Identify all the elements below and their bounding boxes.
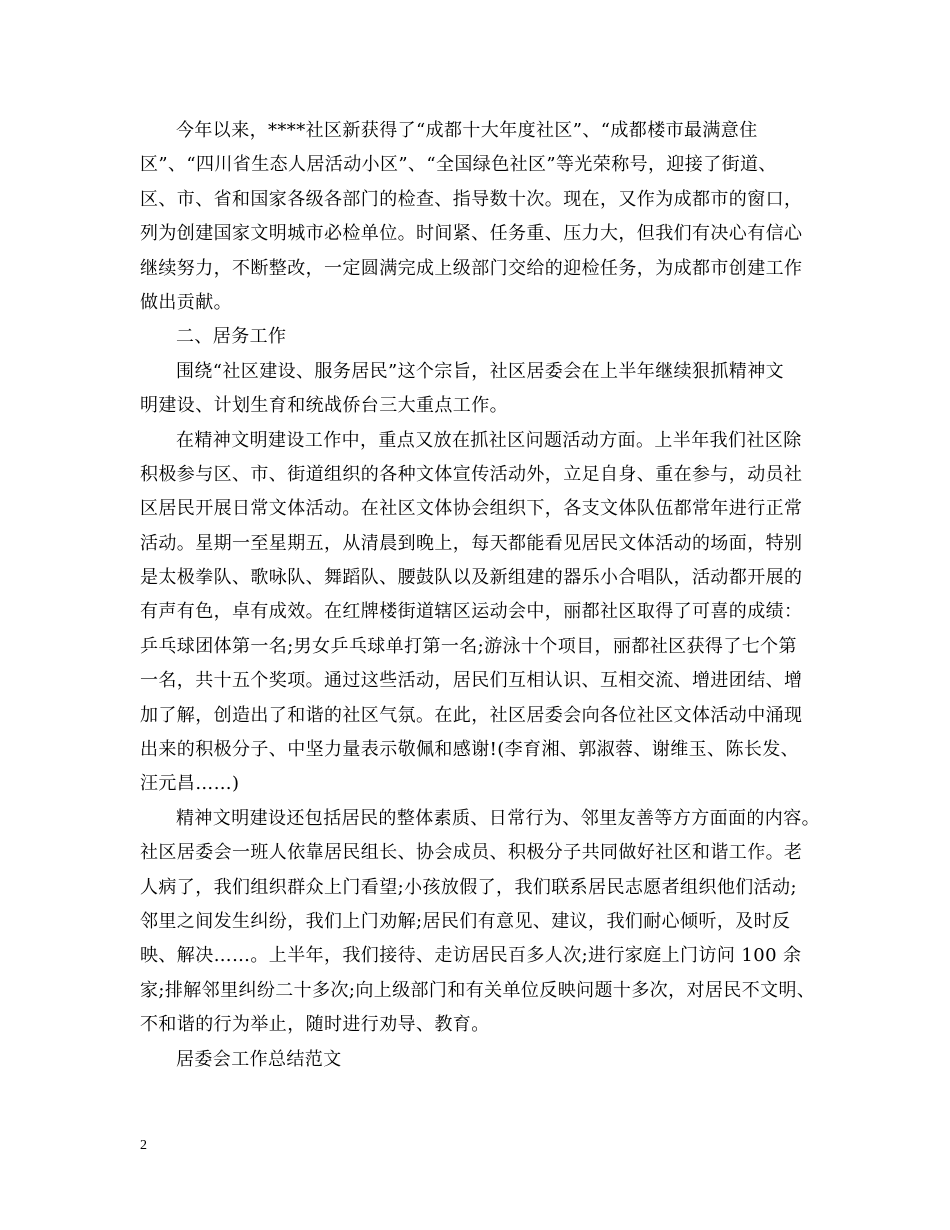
text-line: 不和谐的行为举止，随时进行劝导、教育。 (140, 1014, 490, 1036)
text-line: 社区居委会一班人依靠居民组长、协会成员、积极分子共同做好社区和谐工作。老 (140, 842, 803, 864)
text-line: 今年以来，****社区新获得了“成都十大年度社区”、“成都楼市最满意住 (176, 120, 758, 141)
text-line: 列为创建国家文明城市必检单位。时间紧、任务重、压力大，但我们有决心有信心 (140, 223, 803, 245)
text-line: 继续努力，不断整改，一定圆满完成上级部门交给的迎检任务，为成都市创建工作 (140, 257, 803, 279)
paragraph-honors (140, 114, 830, 320)
text-line: 出来的积极分子、中坚力量表示敬佩和感谢!(李育湘、郭淑蓉、谢维玉、陈长发、 (140, 739, 800, 761)
text-line: 乒乓球团体第一名;男女乒乓球单打第一名;游泳十个项目，丽都社区获得了七个第 (140, 635, 797, 657)
section-heading (140, 320, 830, 354)
text-line: 精神文明建设还包括居民的整体素质、日常行为、邻里友善等方方面面的内容。 (176, 807, 820, 829)
text-line: 明建设、计划生育和统战侨台三大重点工作。 (140, 395, 508, 417)
text-line: 加了解，创造出了和谐的社区气氛。在此，社区居委会向各位社区文体活动中涌现 (140, 704, 803, 726)
text-line: 区”、“四川省生态人居活动小区”、“全国绿色社区”等光荣称号，迎接了街道、 (140, 154, 777, 176)
paragraph-purpose (140, 355, 830, 424)
paragraph-neighborhood-harmony (140, 802, 830, 1043)
closing-title (140, 1043, 830, 1077)
page-number: 2 (140, 1138, 147, 1153)
text-line: 汪元昌……) (140, 773, 240, 795)
text-line: 区、市、省和国家各级各部门的检查、指导数十次。现在，又作为成都市的窗口， (140, 188, 803, 210)
text-line: 居委会工作总结范文 (176, 1048, 342, 1070)
text-line: 是太极拳队、歌咏队、舞蹈队、腰鼓队以及新组建的器乐小合唱队，活动都开展的 (140, 567, 803, 589)
text-line: 活动。星期一至星期五，从清晨到晚上，每天都能看见居民文体活动的场面，特别 (140, 532, 803, 554)
text-line: 在精神文明建设工作中，重点又放在抓社区问题活动方面。上半年我们社区除 (176, 429, 802, 451)
text-line: 邻里之间发生纠纷，我们上门劝解;居民们有意见、建议，我们耐心倾听，及时反 (140, 910, 791, 932)
text-line: 有声有色，卓有成效。在红牌楼街道辖区运动会中，丽都社区取得了可喜的成绩： (140, 601, 803, 623)
text-line: 积极参与区、市、街道组织的各种文体宣传活动外，立足自身、重在参与，动员社 (140, 463, 803, 485)
section-title: 二、居务工作 (176, 326, 287, 348)
text-line: 一名，共十五个奖项。通过这些活动，居民们互相认识、互相交流、增进团结、增 (140, 670, 803, 692)
text-line: 家;排解邻里纠纷二十多次;向上级部门和有关单位反映问题十多次，对居民不文明、 (140, 979, 816, 1001)
text-line: 围绕“社区建设、服务居民”这个宗旨，社区居委会在上半年继续狠抓精神文 (176, 360, 785, 382)
text-line: 区居民开展日常文体活动。在社区文体协会组织下，各支文体队伍都常年进行正常 (140, 498, 803, 520)
text-line: 做出贡献。 (140, 291, 232, 313)
paragraph-cultural-activities (140, 424, 830, 802)
document-page (140, 114, 830, 1077)
text-line: 人病了，我们组织群众上门看望;小孩放假了，我们联系居民志愿者组织他们活动; (140, 876, 797, 898)
text-line: 映、解决……。上半年，我们接待、走访居民百多人次;进行家庭上门访问 100 余 (140, 945, 802, 967)
